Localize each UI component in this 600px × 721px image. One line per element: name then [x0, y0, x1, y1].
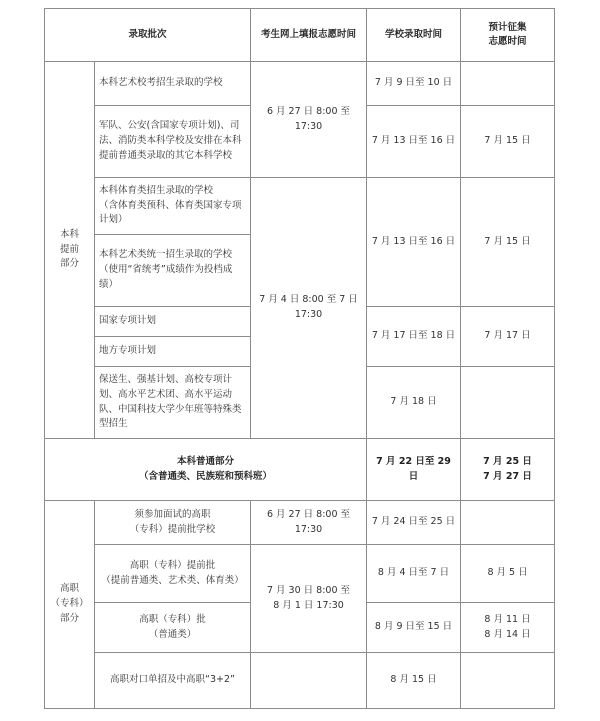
- table-row: [45, 653, 555, 709]
- header-admission-time: 学校录取时间: [367, 9, 461, 62]
- fill-time: 6 月 27 日 8:00 至 17:30: [251, 62, 367, 178]
- admission-time: 8 月 9 日至 15 日: [367, 603, 461, 653]
- category-bk-regular: 本科普通部分 （含普通类、民族班和预科班）: [45, 439, 367, 501]
- admission-time: 7 月 9 日至 10 日: [367, 62, 461, 106]
- batch-name: 本科艺术校考招生录取的学校: [95, 62, 251, 106]
- admission-time: 7 月 13 日至 16 日: [367, 178, 461, 307]
- admission-time: 7 月 13 日至 16 日: [367, 106, 461, 178]
- solicit-time: 8 月 5 日: [461, 545, 555, 603]
- batch-name: 高职（专科）批 （普通类）: [95, 603, 251, 653]
- solicit-time: [461, 501, 555, 545]
- solicit-time: 7 月 15 日: [461, 106, 555, 178]
- admission-time: 7 月 24 日至 25 日: [367, 501, 461, 545]
- admission-time: 7 月 22 日至 29 日: [367, 439, 461, 501]
- batch-name: 保送生、强基计划、高校专项计划、高水平艺术团、高水平运动队、中国科技大学少年班等特殊类型招生: [95, 367, 251, 439]
- solicit-time: [461, 653, 555, 709]
- solicit-time: 7 月 15 日: [461, 178, 555, 307]
- header-fill-time: 考生网上填报志愿时间: [251, 9, 367, 62]
- table-row: [45, 545, 555, 603]
- batch-name: 地方专项计划: [95, 337, 251, 367]
- admission-schedule-table: [44, 8, 555, 709]
- table-row: [45, 439, 555, 501]
- fill-time: 7 月 30 日 8:00 至 8 月 1 日 17:30: [251, 545, 367, 653]
- header-row: [45, 9, 555, 62]
- header-solicit-time: 预计征集 志愿时间: [461, 9, 555, 62]
- header-batch: 录取批次: [45, 9, 251, 62]
- category-bk-early: 本科 提前 部分: [45, 62, 95, 439]
- batch-name: 高职（专科）提前批 （提前普通类、艺术类、体育类）: [95, 545, 251, 603]
- admission-time: 8 月 4 日至 7 日: [367, 545, 461, 603]
- solicit-time: [461, 367, 555, 439]
- admission-time: 7 月 18 日: [367, 367, 461, 439]
- table-row: [45, 501, 555, 545]
- solicit-time: [461, 62, 555, 106]
- batch-name: 本科艺术类统一招生录取的学校 （使用“省统考”成绩作为投档成绩）: [95, 235, 251, 307]
- table-row: [45, 62, 555, 106]
- admission-schedule: [44, 8, 554, 709]
- batch-name: 高职对口单招及中高职“3+2”: [95, 653, 251, 709]
- batch-name: 本科体育类招生录取的学校 （含体育类预科、体育类国家专项计划）: [95, 178, 251, 235]
- batch-name: 须参加面试的高职 （专科）提前批学校: [95, 501, 251, 545]
- category-gz: 高职 （专科） 部分: [45, 501, 95, 709]
- fill-time: 6 月 27 日 8:00 至 17:30: [251, 501, 367, 545]
- batch-name: 军队、公安(含国家专项计划)、司法、消防类本科学校及安排在本科提前普通类录取的其它本科学校: [95, 106, 251, 178]
- solicit-time: 7 月 17 日: [461, 307, 555, 367]
- admission-time: 8 月 15 日: [367, 653, 461, 709]
- admission-time: 7 月 17 日至 18 日: [367, 307, 461, 367]
- fill-time: [251, 653, 367, 709]
- solicit-time: 8 月 11 日 8 月 14 日: [461, 603, 555, 653]
- fill-time: 7 月 4 日 8:00 至 7 日 17:30: [251, 178, 367, 439]
- table-row: [45, 178, 555, 235]
- solicit-time: 7 月 25 日 7 月 27 日: [461, 439, 555, 501]
- batch-name: 国家专项计划: [95, 307, 251, 337]
